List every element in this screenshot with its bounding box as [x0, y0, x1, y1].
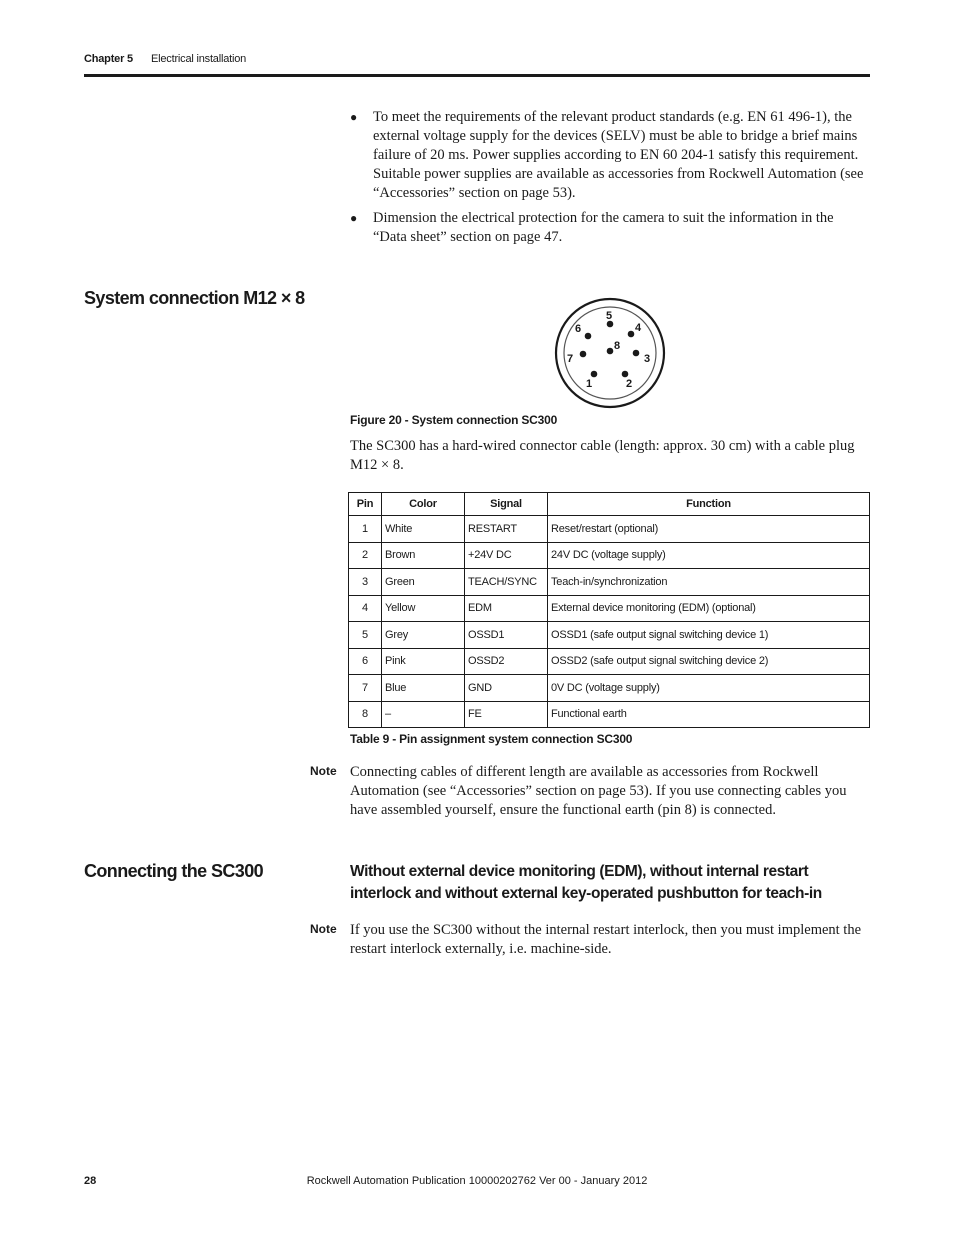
- cell-function: OSSD1 (safe output signal switching device 1): [548, 622, 870, 649]
- connector-figure: [553, 296, 667, 410]
- cell-function: Reset/restart (optional): [548, 516, 870, 543]
- pin-4-dot: [628, 331, 635, 338]
- cell-pin: 7: [349, 675, 382, 702]
- cell-pin: 2: [349, 542, 382, 569]
- cell-pin: 1: [349, 516, 382, 543]
- cell-signal: OSSD2: [465, 648, 548, 675]
- column-header-pin: Pin: [349, 493, 382, 516]
- table-row: [349, 516, 870, 543]
- note-text: If you use the SC300 without the internal restart interlock, then you must implement the restart interlock externally, i.e. machine-side.: [350, 922, 862, 957]
- table-row: [349, 569, 870, 596]
- cell-color: Brown: [382, 542, 465, 569]
- pin-5-label: 5: [606, 310, 613, 322]
- page-number: 28: [84, 1175, 97, 1187]
- chapter-title: Electrical installation: [151, 53, 247, 65]
- cell-color: Blue: [382, 675, 465, 702]
- cell-function: 0V DC (voltage supply): [548, 675, 870, 702]
- pin-7-label: 7: [567, 353, 574, 365]
- cell-function: OSSD2 (safe output signal switching device 2): [548, 648, 870, 675]
- column-header-color: Color: [382, 493, 465, 516]
- list-item: [350, 209, 865, 247]
- pin-4-label: 4: [635, 322, 642, 334]
- cell-pin: 5: [349, 622, 382, 649]
- table-row: [349, 595, 870, 622]
- bullet-text: To meet the requirements of the relevant product standards (e.g. EN 61 496-1), the external voltage supply for the devices (SELV) must be able to bridge a brief mains failure of 20 ms. Power supplies according to EN 60 204-1 satisfy this requirement. Suitable power supplies are available as accessories from Rockwell Automation (see “Accessories” section on page 53).: [373, 109, 864, 201]
- note-label: Note: [310, 922, 337, 936]
- bullet-icon: ●: [350, 211, 358, 225]
- cell-signal: RESTART: [465, 516, 548, 543]
- table-row: [349, 622, 870, 649]
- bullet-text: Dimension the electrical protection for the camera to suit the information in the “Data sheet” section on page 47.: [373, 210, 834, 245]
- cell-pin: 4: [349, 595, 382, 622]
- cable-description: The SC300 has a hard-wired connector cable (length: approx. 30 cm) with a cable plug M12 × 8.: [350, 438, 855, 473]
- pin-7-dot: [580, 351, 587, 358]
- table-row: [349, 675, 870, 702]
- section-heading-system-connection: System connection M12 × 8: [84, 288, 305, 308]
- table-row: [349, 542, 870, 569]
- cell-pin: 6: [349, 648, 382, 675]
- pin-3-dot: [633, 350, 640, 357]
- pin-2-label: 2: [626, 378, 633, 390]
- table-row: [349, 701, 870, 728]
- m12-connector-diagram: [553, 296, 667, 410]
- publication-info: Rockwell Automation Publication 10000202762 Ver 00 - January 2012: [306, 1175, 648, 1187]
- cell-signal: EDM: [465, 595, 548, 622]
- cell-signal: GND: [465, 675, 548, 702]
- list-item: [350, 108, 865, 203]
- note-label: Note: [310, 764, 337, 778]
- cell-signal: TEACH/SYNC: [465, 569, 548, 596]
- cell-function: Teach-in/synchronization: [548, 569, 870, 596]
- cell-function: Functional earth: [548, 701, 870, 728]
- pin-8-label: 8: [614, 340, 621, 352]
- cell-pin: 8: [349, 701, 382, 728]
- header-rule: [84, 74, 870, 77]
- subsection-heading: Without external device monitoring (EDM), without internal restart interlock and without external key-operated pushbutton for teach-in: [350, 863, 822, 902]
- cell-pin: 3: [349, 569, 382, 596]
- cell-color: Pink: [382, 648, 465, 675]
- pin-6-dot: [585, 333, 592, 340]
- cell-function: External device monitoring (EDM) (optional): [548, 595, 870, 622]
- cell-color: White: [382, 516, 465, 543]
- cell-signal: FE: [465, 701, 548, 728]
- table-caption: Table 9 - Pin assignment system connection SC300: [350, 732, 633, 746]
- cell-color: Grey: [382, 622, 465, 649]
- cell-color: Green: [382, 569, 465, 596]
- column-header-function: Function: [548, 493, 870, 516]
- cell-color: –: [382, 701, 465, 728]
- cell-color: Yellow: [382, 595, 465, 622]
- bullet-icon: ●: [350, 110, 358, 124]
- pin-1-dot: [591, 371, 598, 378]
- note-text: Connecting cables of different length are available as accessories from Rockwell Automation (see “Accessories” section on page 53). If you use connecting cables you have assembled yourself, ensure the functional earth (pin 8) is connected.: [350, 764, 847, 818]
- column-header-signal: Signal: [465, 493, 548, 516]
- requirements-list: [350, 108, 865, 253]
- cell-signal: OSSD1: [465, 622, 548, 649]
- pin-1-label: 1: [586, 378, 593, 390]
- pin-8-dot: [607, 348, 614, 355]
- pin-3-label: 3: [644, 353, 651, 365]
- table-header-row: [349, 493, 870, 516]
- cell-signal: +24V DC: [465, 542, 548, 569]
- pin-assignment-table: [348, 492, 870, 728]
- cell-function: 24V DC (voltage supply): [548, 542, 870, 569]
- chapter-label: Chapter 5: [84, 53, 133, 65]
- pin-6-label: 6: [575, 323, 582, 335]
- pin-2-dot: [622, 371, 629, 378]
- section-heading-connecting: Connecting the SC300: [84, 861, 264, 881]
- table-row: [349, 648, 870, 675]
- figure-caption: Figure 20 - System connection SC300: [350, 413, 558, 427]
